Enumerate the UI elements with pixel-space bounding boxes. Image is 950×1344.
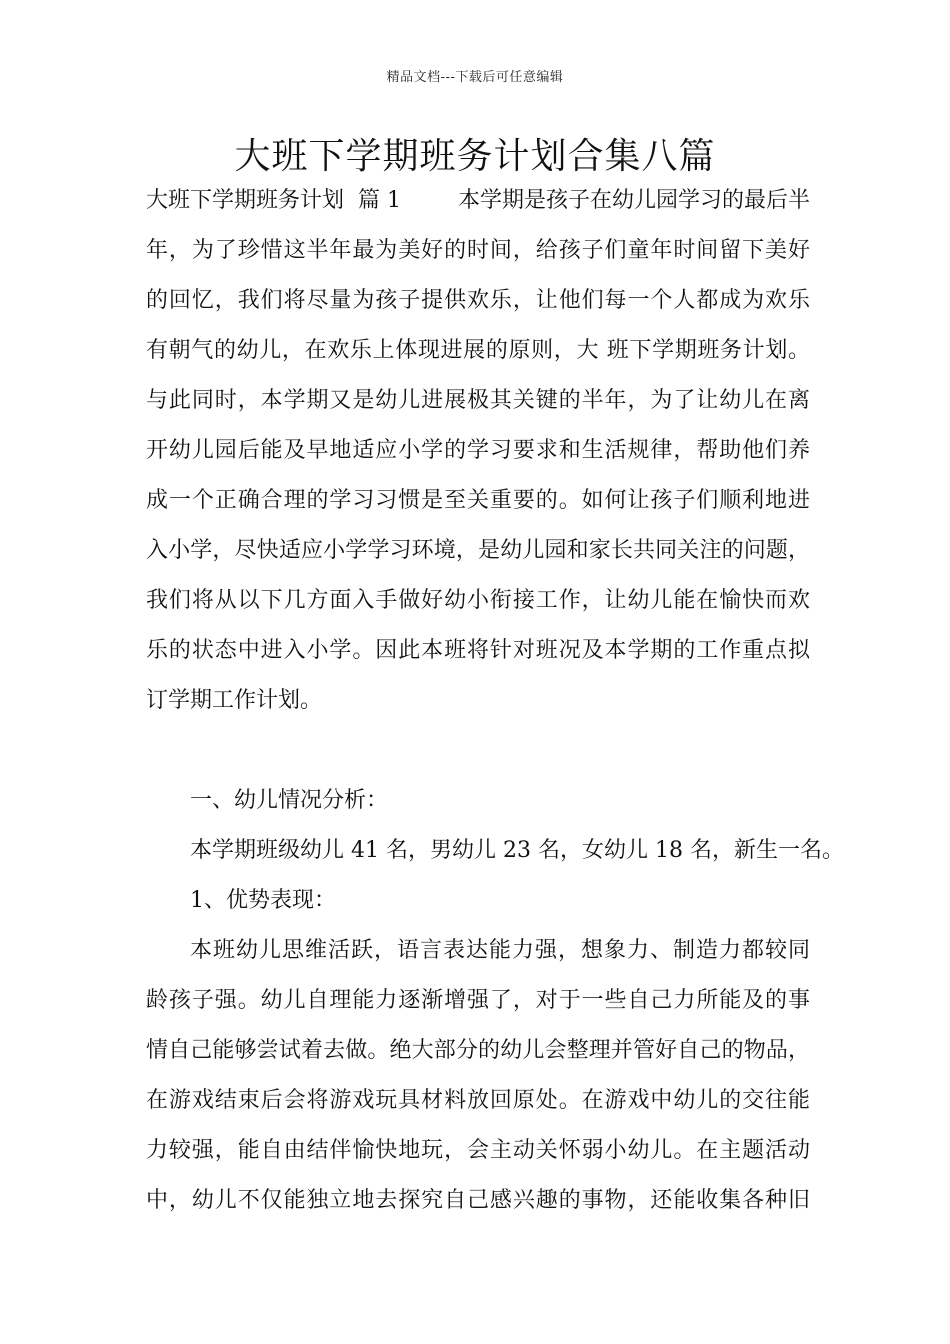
paragraph-line: 的回忆，我们将尽量为孩子提供欢乐，让他们每一个人都成为欢乐 (146, 288, 810, 313)
paragraph-line: 订学期工作计划。 (146, 688, 323, 713)
paragraph-line: 成一个正确合理的学习习惯是至关重要的。如何让孩子们顺利地进 (146, 488, 810, 513)
document-title: 大班下学期班务计划合集八篇 (234, 136, 716, 177)
paragraph-text: 本学期是孩子在幼儿园学习的最后半 (457, 188, 810, 213)
paragraph-line: 入小学，尽快适应小学学习环境，是幼儿园和家长共同关注的问题， (146, 538, 810, 563)
document-body (146, 182, 844, 1232)
paragraph-line: 开幼儿园后能及早地适应小学的学习要求和生活规律，帮助他们养 (146, 438, 810, 463)
paragraph-line: 龄孩子强。幼儿自理能力逐渐增强了，对于一些自己力所能及的事 (146, 988, 810, 1013)
paragraph-gap (146, 732, 810, 782)
paragraph-line: 中，幼儿不仅能独立地去探究自己感兴趣的事物，还能收集各种旧 (146, 1188, 810, 1213)
paragraph-line: 情自己能够尝试着去做。绝大部分的幼儿会整理并管好自己的物品， (146, 1038, 810, 1063)
paragraph-line: 年，为了珍惜这半年最为美好的时间，给孩子们童年时间留下美好 (146, 238, 810, 263)
class-stats: 本学期班级幼儿 41 名，男幼儿 23 名，女幼儿 18 名，新生一名。 (190, 838, 844, 863)
paragraph-line: 力较强，能自由结伴愉快地玩，会主动关怀弱小幼儿。在主题活动 (146, 1138, 810, 1163)
paragraph-line: 我们将从以下几方面入手做好幼小衔接工作，让幼儿能在愉快而欢 (146, 588, 810, 613)
section-label: 大班下学期班务计划 篇 1 (146, 188, 401, 213)
section-heading: 一、幼儿情况分析： (190, 788, 389, 813)
sub-heading: 1、优势表现： (190, 888, 336, 913)
paragraph-line: 在游戏结束后会将游戏玩具材料放回原处。在游戏中幼儿的交往能 (146, 1088, 810, 1113)
paragraph-line: 乐的状态中进入小学。因此本班将针对班况及本学期的工作重点拟 (146, 638, 810, 663)
paragraph-line: 本班幼儿思维活跃，语言表达能力强，想象力、制造力都较同 (190, 938, 810, 963)
header-note: 精品文档---下载后可任意编辑 (386, 70, 564, 85)
paragraph-line: 与此同时，本学期又是幼儿进展极其关键的半年，为了让幼儿在离 (146, 388, 810, 413)
paragraph-line: 有朝气的幼儿，在欢乐上体现进展的原则，大 班下学期班务计划。 (146, 338, 810, 363)
intro-first-line (146, 182, 810, 232)
